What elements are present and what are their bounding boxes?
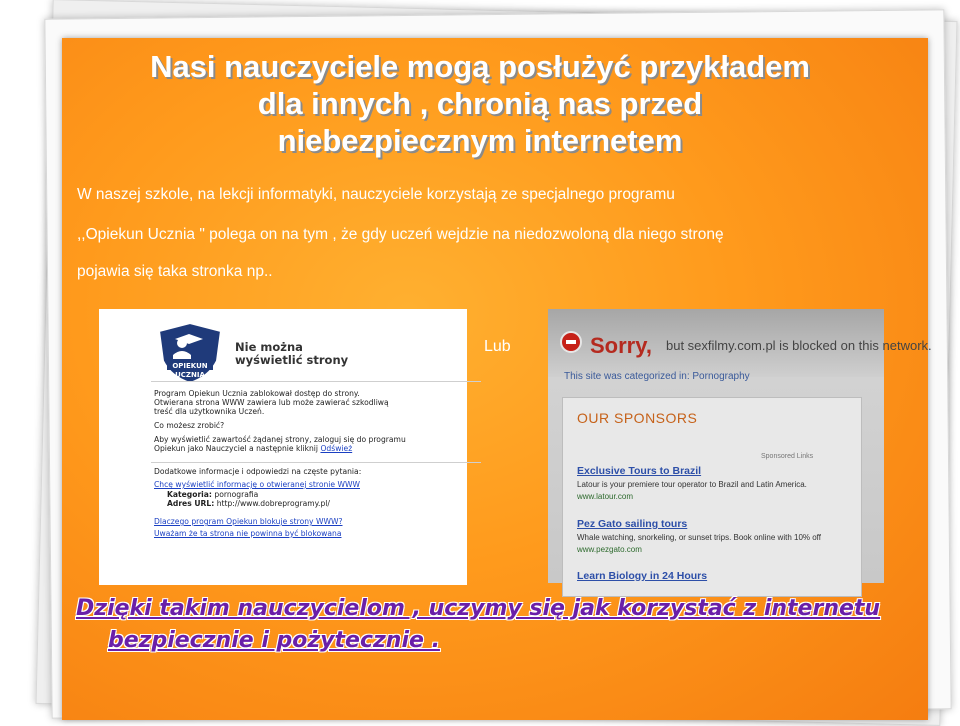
divider xyxy=(151,462,481,463)
logo-text: UCZNIA xyxy=(175,371,205,379)
block-page-screenshot-opiekun xyxy=(99,309,467,585)
refresh-link[interactable]: Odśwież xyxy=(320,444,353,453)
paragraph-line: pojawia się taka stronka np.. xyxy=(77,263,273,280)
ad-title-link[interactable]: Pez Gato sailing tours xyxy=(577,518,688,530)
block-info-line: Otwierana strona WWW zawiera lub może zawierać szkodliwą xyxy=(154,398,389,407)
why-blocked-link[interactable]: Dlaczego program Opiekun blokuje strony WWW? xyxy=(154,517,343,526)
url-row xyxy=(167,499,330,509)
report-wrong-block-link[interactable]: Uważam że ta strona nie powinna być blokowana xyxy=(154,529,342,538)
shield-logo-icon xyxy=(155,321,225,385)
slide-title-line: dla innych , chronią nas przed xyxy=(257,86,703,121)
slide-title-line: niebezpiecznym internetem xyxy=(277,123,683,158)
category-label: Kategoria: xyxy=(167,490,212,499)
slide-title xyxy=(0,48,960,159)
ad-title-link[interactable]: Learn Biology in 24 Hours xyxy=(577,570,708,582)
block-page-screenshot-network xyxy=(548,309,932,583)
sponsored-links-label: Sponsored Links xyxy=(761,453,814,460)
ad-url[interactable]: www.pezgato.com xyxy=(577,545,642,554)
sponsors-heading: OUR SPONSORS xyxy=(577,410,698,426)
block-info-line: Program Opiekun Ucznia zablokował dostęp do strony. xyxy=(154,389,360,398)
sponsors-panel xyxy=(562,397,862,597)
closing-statement-line: Dzięki takim nauczycielom , uczymy się jak korzystać z internetu xyxy=(76,596,881,621)
closing-statement-line: bezpiecznie i pożytecznie . xyxy=(108,628,440,653)
ad-text: Whale watching, snorkeling, or sunset trips. Book online with 10% off xyxy=(577,533,821,542)
instruction-line: Aby wyświetlić zawartość żądanej strony, zaloguj się do programu xyxy=(154,435,406,444)
category-value: pornografia xyxy=(214,490,259,499)
block-page-title-line: Nie można xyxy=(235,340,303,354)
block-page-title xyxy=(235,341,348,367)
separator-text: Lub xyxy=(484,338,511,355)
url-value: http://www.dobreprogramy.pl/ xyxy=(216,499,330,508)
slide-title-line: Nasi nauczyciele mogą posłużyć przykładem xyxy=(150,49,810,84)
ad-text: Latour is your premiere tour operator to Brazil and Latin America. xyxy=(577,480,807,489)
instruction-text: Opiekun jako Nauczyciel a następnie kliknij xyxy=(154,444,319,453)
url-label: Adres URL: xyxy=(167,499,215,508)
stop-icon xyxy=(560,331,582,353)
ad-title-link[interactable]: Exclusive Tours to Brazil xyxy=(577,465,702,477)
faq-intro: Dodatkowe informacje i odpowiedzi na częste pytania: xyxy=(154,467,362,476)
logo-text: OPIEKUN xyxy=(172,362,208,370)
site-info-link[interactable]: Chcę wyświetlić informację o otwieranej stronie WWW xyxy=(154,480,360,489)
paragraph-line: ,,Opiekun Ucznia " polega on na tym , że gdy uczeń wejdzie na niedozwoloną dla niego stronę xyxy=(77,226,724,243)
blocked-message: but sexfilmy.com.pl is blocked on this network. xyxy=(666,338,932,353)
instruction-line xyxy=(154,444,352,454)
block-page-title-line: wyświetlić strony xyxy=(235,353,349,367)
divider xyxy=(151,381,481,382)
paragraph-line: W naszej szkole, na lekcji informatyki, nauczyciele korzystają ze specjalnego programu xyxy=(77,186,675,203)
ad-url[interactable]: www.latour.com xyxy=(577,492,634,501)
question-text: Co możesz zrobić? xyxy=(154,421,225,430)
category-message: This site was categorized in: Pornography xyxy=(564,371,750,382)
sorry-heading: Sorry, xyxy=(590,333,652,358)
block-info-line: treść dla użytkownika Uczeń. xyxy=(154,407,265,416)
